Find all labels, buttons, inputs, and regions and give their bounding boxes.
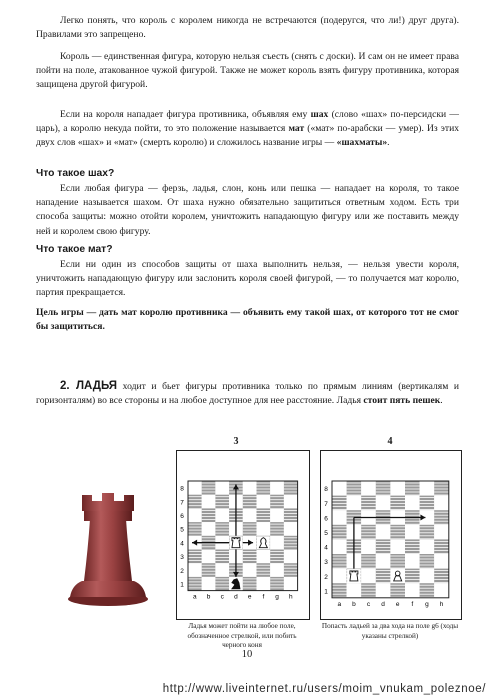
paragraph-1: Легко понять, что король с королем никогда не встречаются (подеругся, что ли!) друг друга). Правилами это запрещено. <box>36 15 459 41</box>
p3-part-a: Если на короля нападает фигура противника, объявляя ему <box>60 109 311 120</box>
file-label: f <box>411 600 414 608</box>
rook-section-text <box>36 379 459 408</box>
board-square <box>270 536 284 550</box>
board-square <box>257 577 271 591</box>
file-label: h <box>439 600 444 608</box>
board-square <box>361 539 376 554</box>
file-label: c <box>220 593 224 601</box>
rook-photo <box>60 489 156 607</box>
diagram-4-number: 4 <box>387 436 393 447</box>
rank-label: 5 <box>180 526 184 534</box>
board-square <box>188 563 202 577</box>
file-label: f <box>262 593 265 601</box>
board-square <box>434 525 449 540</box>
rook-text-b: . <box>440 395 443 407</box>
section-heading-rook: 2. ЛАДЬЯ <box>60 380 118 392</box>
diagram-4-frame <box>320 450 462 620</box>
board-square <box>405 554 420 569</box>
term-shahmaty: «шахматы» <box>336 137 388 149</box>
board-square <box>405 583 420 598</box>
board-square <box>390 481 405 496</box>
board-square <box>215 508 229 522</box>
paragraph-shah-mat <box>36 108 459 151</box>
board-square <box>347 496 362 511</box>
file-label: a <box>337 600 342 608</box>
p3-part-c: («мат» по-арабски — умер). Из этих двух слов «шах» и «мат» (смерть королю) и сложилось название игры — <box>36 123 459 149</box>
board-square <box>376 496 391 511</box>
chessboard <box>324 481 449 608</box>
board-square <box>202 577 216 591</box>
file-label: g <box>275 593 279 601</box>
board-square <box>420 539 435 554</box>
watermark-url[interactable]: http://www.liveinternet.ru/users/moim_vnukam_poleznoe/ <box>162 683 486 695</box>
paragraph-3 <box>36 108 459 151</box>
board-square <box>270 508 284 522</box>
rank-label: 1 <box>180 581 184 589</box>
term-mat: мат <box>288 123 305 135</box>
board-square <box>405 496 420 511</box>
shah-text: Если любая фигура — ферзь, ладья, слон, конь или пешка — нападает на короля, то такое нападение называется шахом. От шаха нужно обязательно защититься ответным ходом. Есть три способа защиты: можно отойти королем, уничтожить нападающую фигуру или же поставить между ней и королем свою фигуру. <box>36 183 459 237</box>
board-square <box>270 563 284 577</box>
diagram-3-board <box>177 451 309 619</box>
rank-label: 3 <box>180 554 184 562</box>
file-label: d <box>234 593 238 601</box>
file-label: a <box>193 593 197 601</box>
white-rook-icon <box>232 538 240 548</box>
board-square <box>215 563 229 577</box>
file-label: b <box>352 600 356 608</box>
board-square <box>434 496 449 511</box>
rank-label: 5 <box>324 530 328 538</box>
rank-label: 2 <box>180 567 184 575</box>
diagram-3-caption: Ладья может пойти на любое поле, обозначенное стрелкой, или побить черного коня <box>187 622 297 649</box>
board-square <box>215 481 229 495</box>
board-square <box>434 554 449 569</box>
board-square <box>332 569 347 584</box>
rook-value: стоит пять пешек <box>363 395 441 407</box>
board-square <box>284 495 298 509</box>
diagram-4-board <box>321 451 461 619</box>
mat-text: Если ни один из способов защиты от шаха выполнить нельзя, — нельзя увести короля, уничтожить нападающую фигуру или заслонить короля своей фигурой, — то получается мат королю, партия прекращается. <box>36 259 459 299</box>
file-label: b <box>206 593 211 601</box>
diagram-3-frame <box>176 450 310 620</box>
diagram-3-number: 3 <box>233 436 239 447</box>
board-square <box>347 583 362 598</box>
rank-label: 4 <box>324 544 328 552</box>
board-square <box>434 583 449 598</box>
p3-part-b: (слово «шах» по-персидски — царь), а королю некуда пойти, то это положение называется <box>36 109 460 135</box>
file-label: g <box>425 600 429 608</box>
file-label: e <box>395 600 400 608</box>
heading-mat: Что такое мат? <box>36 244 113 255</box>
board-square <box>390 539 405 554</box>
rank-label: 8 <box>324 486 328 494</box>
file-label: d <box>381 600 385 608</box>
rank-label: 2 <box>324 573 328 581</box>
rank-label: 6 <box>180 512 184 520</box>
board-square <box>284 550 298 564</box>
board-square <box>376 554 391 569</box>
board-square <box>405 525 420 540</box>
board-square <box>243 508 257 522</box>
board-square <box>284 577 298 591</box>
board-square <box>376 525 391 540</box>
rank-label: 1 <box>324 588 328 596</box>
board-square <box>257 522 271 536</box>
rank-label: 4 <box>180 540 184 548</box>
term-shah: шах <box>310 109 329 120</box>
rank-label: 7 <box>180 499 184 507</box>
board-square <box>243 563 257 577</box>
board-square <box>188 481 202 495</box>
board-square <box>257 495 271 509</box>
rank-label: 8 <box>180 485 184 493</box>
board-square <box>188 508 202 522</box>
goal-text: Цель игры — дать мат королю противника — объявить ему такой шах, от которого тот не смог бы защититься. <box>36 307 459 333</box>
file-label: c <box>366 600 371 608</box>
page-number: 10 <box>241 649 253 660</box>
rank-label: 6 <box>324 515 328 523</box>
board-square <box>257 550 271 564</box>
board-square <box>243 481 257 495</box>
board-square <box>361 481 376 496</box>
board-square <box>420 569 435 584</box>
board-square <box>361 569 376 584</box>
board-square <box>376 583 391 598</box>
board-square <box>202 522 216 536</box>
white-rook-icon <box>350 571 358 581</box>
chessboard <box>180 481 297 601</box>
board-square <box>202 495 216 509</box>
board-square <box>332 539 347 554</box>
paragraph-2: Король — единственная фигура, которую нельзя съесть (снять с доски). И сам он не имеет права пойти на поле, атакованное чужой фигурой. Также не может король взять фигуру противника, которая защищена другой фигурой. <box>36 51 459 91</box>
diagram-4-caption: Попасть ладьей за два хода на поле g6 (ходы указаны стрелкой) <box>321 622 459 640</box>
board-square <box>332 481 347 496</box>
file-label: e <box>247 593 252 601</box>
board-square <box>284 522 298 536</box>
board-square <box>420 481 435 496</box>
board-square <box>332 510 347 525</box>
rook-text-a: ходит и бьет фигуры противника только по прямым линиям (вертикалям и горизонталям) во все стороны и на любое доступное для нее расстояние. Ладья <box>36 381 459 407</box>
file-label: h <box>288 593 293 601</box>
board-square <box>270 481 284 495</box>
heading-shah: Что такое шах? <box>36 168 115 179</box>
board-square <box>202 550 216 564</box>
rank-label: 3 <box>324 559 328 567</box>
p3-part-d: . <box>387 137 390 149</box>
paragraph-king-capture <box>36 50 459 93</box>
paragraph-kings <box>36 14 459 42</box>
rank-label: 7 <box>324 500 328 508</box>
